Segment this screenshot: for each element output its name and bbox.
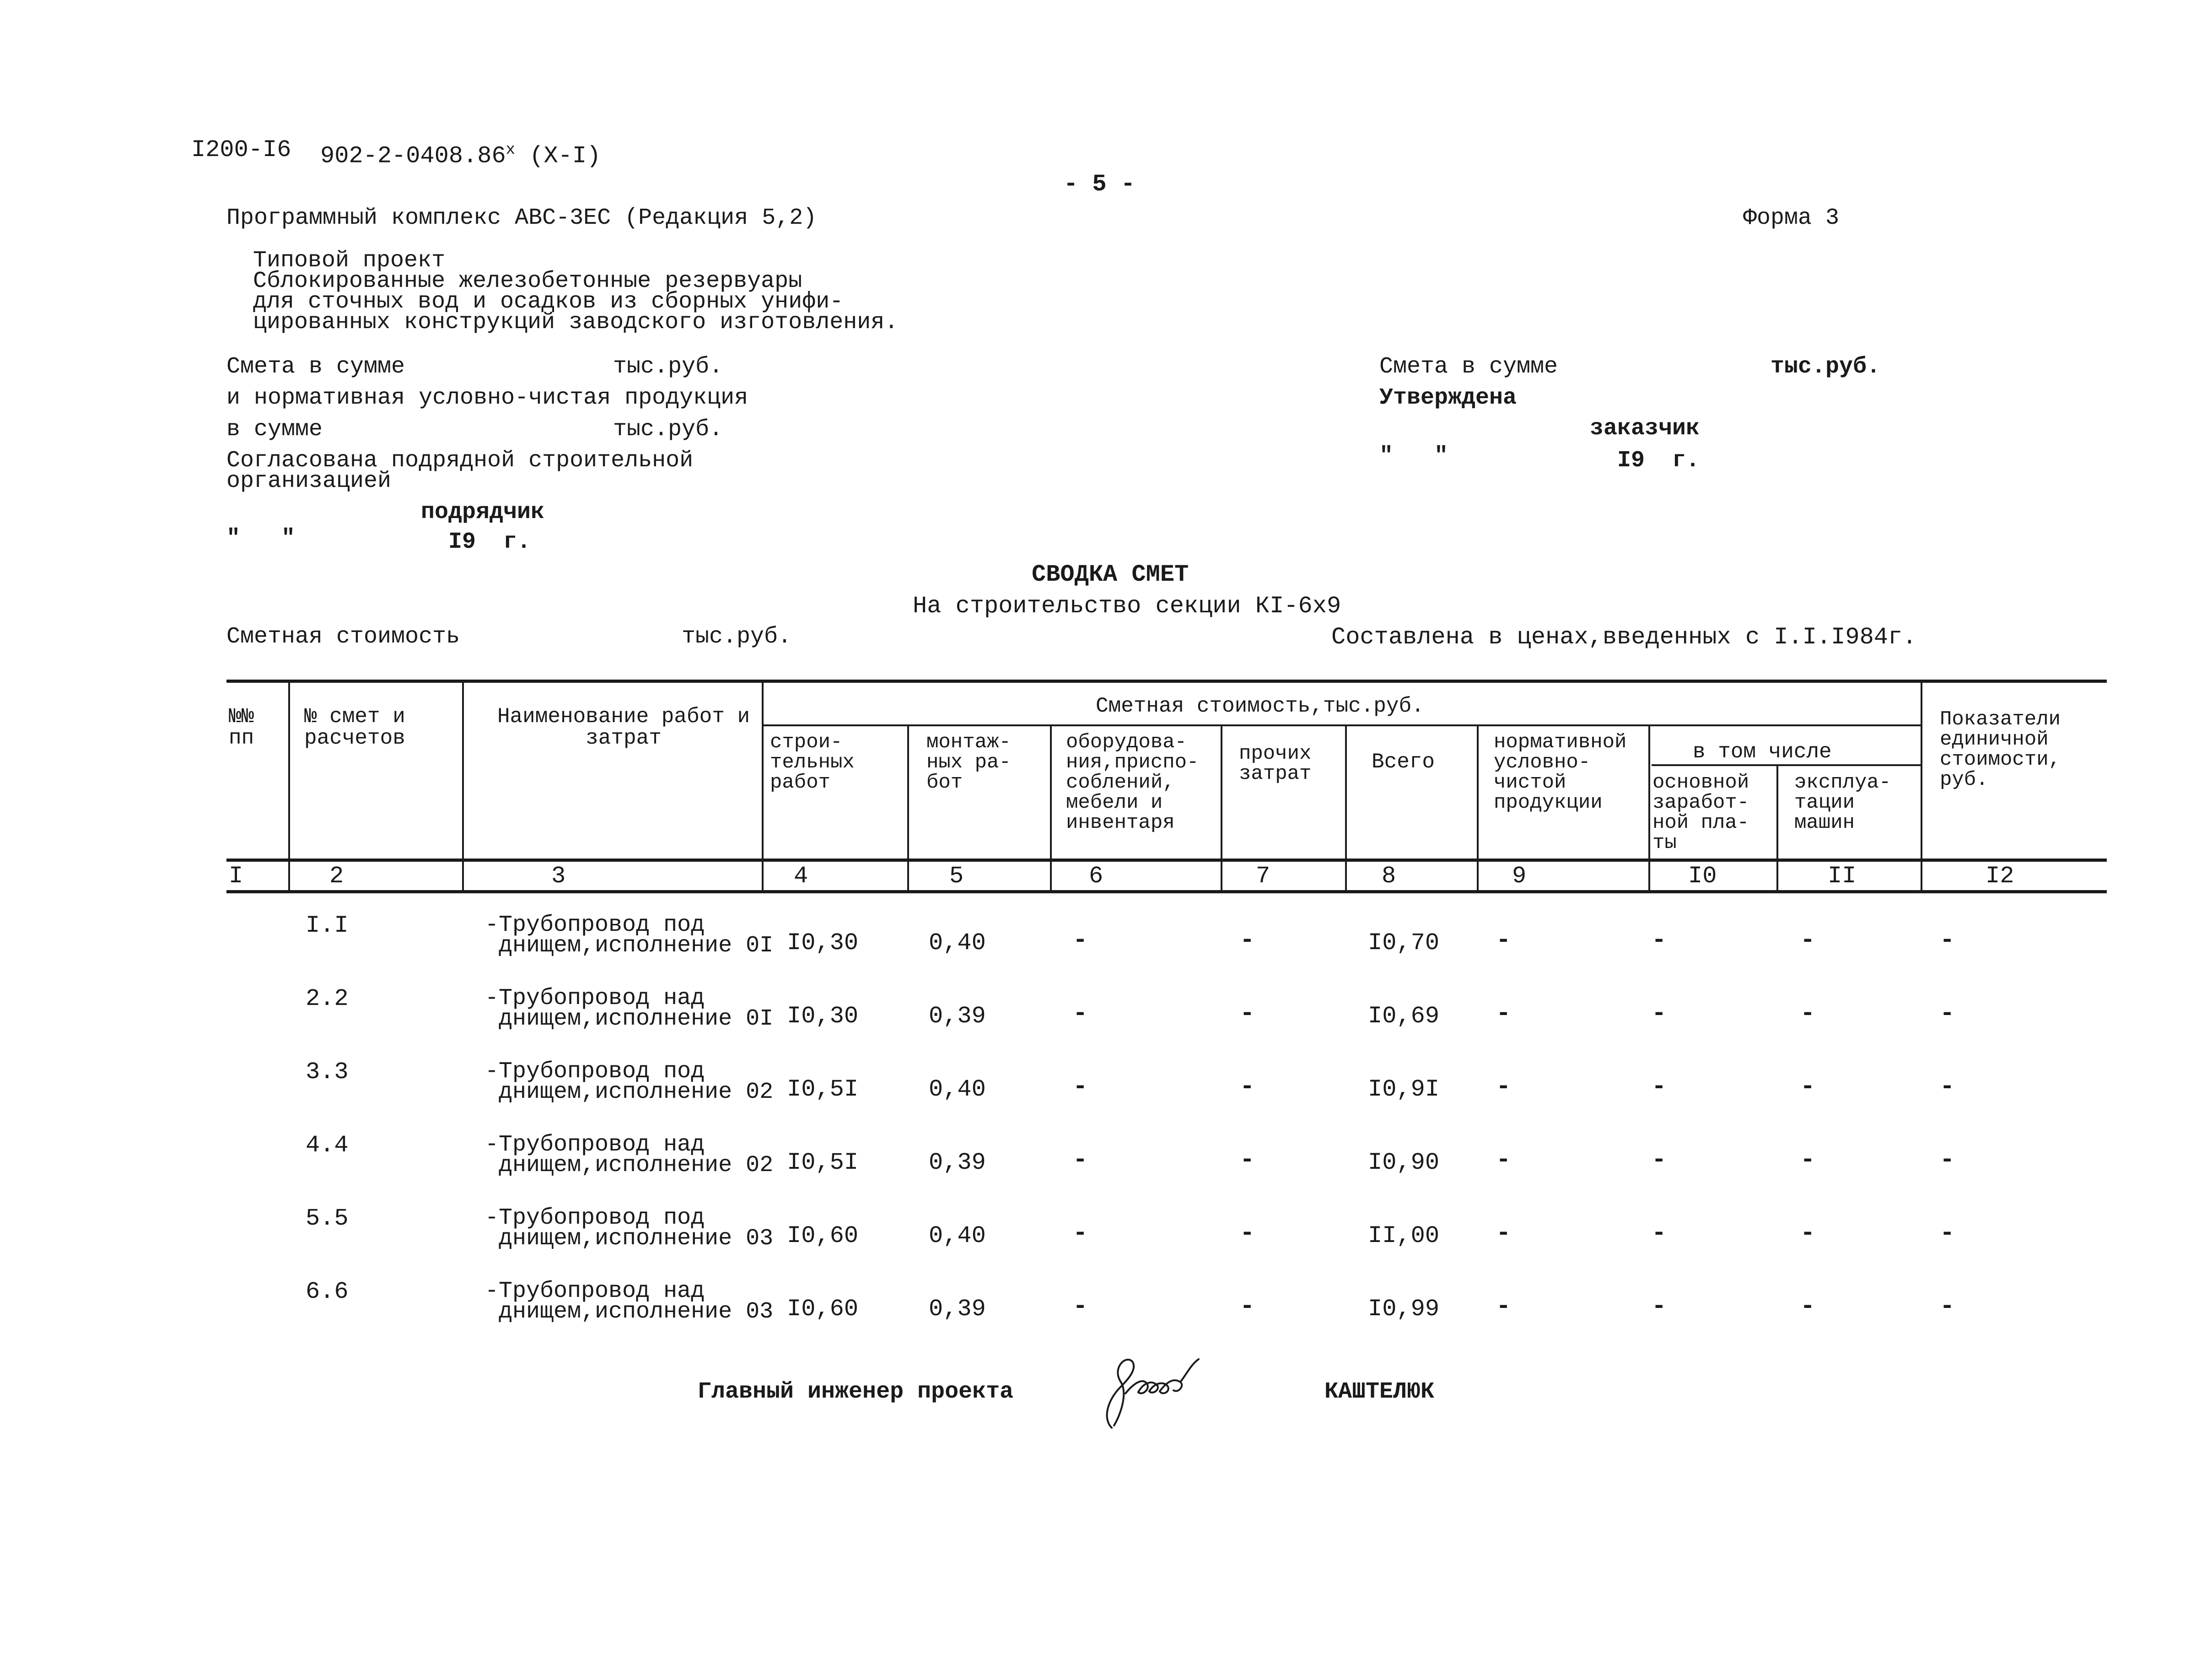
header-estimate-number: № смет и расчетов (304, 705, 405, 750)
row-cell-c12: - (1940, 1220, 1955, 1248)
row-cell-c8: I0,99 (1368, 1296, 1440, 1323)
row-estimate-number: I.I (306, 912, 349, 939)
row-work-name-line-1: -Трубопровод под (485, 1205, 705, 1231)
row-work-name-line-2: днищем,исполнение 02 (499, 1079, 774, 1105)
row-cell-c5: 0,40 (929, 1076, 986, 1103)
row-work-name-line-2: днищем,исполнение 03 (499, 1299, 774, 1325)
project-line-2: Сблокированные железобетонные резервуары (253, 268, 802, 294)
row-cell-c10: - (1652, 1000, 1667, 1028)
right-estimate-sum-label: Смета в сумме (1379, 354, 1558, 380)
column-number-4: 4 (794, 863, 808, 890)
page-number: - 5 - (1064, 171, 1136, 198)
header-unit-indicators: Показатели единичной стоимости, руб. (1940, 708, 2061, 791)
column-number-8: 8 (1382, 863, 1396, 890)
row-cell-c12: - (1940, 1293, 1955, 1321)
col-divider-9 (1648, 725, 1650, 890)
row-estimate-number: 4.4 (306, 1132, 349, 1159)
row-cell-c4: I0,5I (787, 1076, 859, 1103)
row-cell-c7: - (1240, 1000, 1255, 1028)
table-top-rule (226, 680, 2107, 683)
column-number-9: 9 (1512, 863, 1527, 890)
form-label: Форма 3 (1743, 205, 1840, 231)
row-work-name-line-1: -Трубопровод над (485, 985, 705, 1011)
col-divider-8 (1477, 725, 1479, 890)
row-cell-c6: - (1073, 927, 1088, 955)
row-cell-c8: I0,70 (1368, 929, 1440, 956)
column-number-11: II (1828, 863, 1857, 890)
row-cell-c9: - (1496, 1293, 1511, 1321)
group-header-rule (763, 724, 1921, 726)
series-number (320, 137, 601, 169)
row-cell-c5: 0,40 (929, 929, 986, 956)
row-cell-c6: - (1073, 1073, 1088, 1101)
row-cell-c7: - (1240, 1293, 1255, 1321)
row-work-name-line-2: днищем,исполнение 02 (499, 1152, 774, 1178)
column-number-7: 7 (1256, 863, 1270, 890)
header-wages: основной заработ- ной пла- ты (1652, 771, 1749, 854)
row-cell-c7: - (1240, 1073, 1255, 1101)
row-cell-c12: - (1940, 1073, 1955, 1101)
row-cell-c9: - (1496, 1073, 1511, 1101)
col-divider-4 (907, 725, 909, 890)
agreed-line-2: организацией (226, 468, 392, 494)
header-work-name: Наименование работ и затрат (497, 705, 750, 750)
project-line-3: для сточных вод и осадков из сборных унифи- (253, 289, 844, 315)
row-cell-c5: 0,40 (929, 1222, 986, 1249)
in-sum-unit: тыс.руб. (613, 416, 723, 443)
row-cell-c9: - (1496, 1220, 1511, 1248)
row-cell-c4: I0,60 (787, 1222, 859, 1249)
row-work-name-line-1: -Трубопровод под (485, 912, 705, 938)
row-work-name-line-2: днищем,исполнение 03 (499, 1226, 774, 1252)
row-cell-c7: - (1240, 927, 1255, 955)
project-line-4: цированных конструкций заводского изготовления. (253, 309, 899, 335)
column-number-1: I (229, 863, 243, 890)
series-suffix: (X-I) (529, 142, 601, 170)
row-cell-c4: I0,5I (787, 1149, 859, 1176)
cost-unit: тыс.руб. (682, 624, 792, 650)
header-normative: нормативной условно- чистой продукции (1494, 731, 1627, 814)
row-work-name-line-2: днищем,исполнение 0I (499, 1006, 774, 1032)
cost-label: Сметная стоимость (226, 624, 460, 650)
signature (1093, 1350, 1212, 1437)
chief-engineer-label: Главный инженер проекта (698, 1379, 1014, 1405)
row-cell-c6: - (1073, 1293, 1088, 1321)
row-cell-c11: - (1800, 927, 1815, 955)
estimate-sum-unit: тыс.руб. (613, 354, 723, 380)
row-cell-c7: - (1240, 1220, 1255, 1248)
row-cell-c10: - (1652, 927, 1667, 955)
row-cell-c9: - (1496, 1146, 1511, 1174)
customer-label: заказчик (1590, 416, 1700, 442)
customer-year: I9 г. (1617, 448, 1700, 474)
column-number-12: I2 (1986, 863, 2014, 890)
column-number-3: 3 (551, 863, 566, 890)
col-divider-10 (1776, 765, 1778, 890)
header-construction: строи- тельных работ (770, 731, 855, 794)
in-sum-label: в сумме (226, 416, 323, 443)
column-number-2: 2 (329, 863, 344, 890)
header-installation: монтаж- ных ра- бот (926, 731, 1011, 794)
col-divider-3 (762, 680, 764, 890)
row-cell-c12: - (1940, 927, 1955, 955)
row-cell-c6: - (1073, 1220, 1088, 1248)
agreed-line-1: Согласована подрядной строительной (226, 448, 694, 474)
program-name: Программный комплекс АВС-3ЕС (Редакция 5,2) (226, 205, 817, 231)
header-other: прочих затрат (1239, 742, 1312, 785)
row-work-name-line-1: -Трубопровод над (485, 1132, 705, 1158)
col-divider-11 (1921, 680, 1922, 890)
column-number-5: 5 (949, 863, 964, 890)
col-divider-6 (1221, 725, 1222, 890)
row-cell-c10: - (1652, 1293, 1667, 1321)
row-cell-c12: - (1940, 1146, 1955, 1174)
header-total: Всего (1372, 750, 1435, 774)
col-divider-5 (1050, 725, 1052, 890)
row-cell-c11: - (1800, 1073, 1815, 1101)
row-estimate-number: 5.5 (306, 1205, 349, 1232)
row-cell-c4: I0,30 (787, 1003, 859, 1030)
row-cell-c12: - (1940, 1000, 1955, 1028)
right-estimate-sum-unit: тыс.руб. (1771, 354, 1881, 380)
row-cell-c4: I0,30 (787, 929, 859, 956)
row-work-name-line-1: -Трубопровод над (485, 1278, 705, 1304)
row-cell-c11: - (1800, 1000, 1815, 1028)
contractor-quotes: " " (226, 525, 296, 551)
column-number-6: 6 (1089, 863, 1103, 890)
header-row-number: №№ пп (229, 705, 254, 750)
row-cell-c11: - (1800, 1146, 1815, 1174)
row-cell-c10: - (1652, 1073, 1667, 1101)
estimate-sum-label: Смета в сумме (226, 354, 405, 380)
row-cell-c4: I0,60 (787, 1296, 859, 1323)
header-bottom-rule (226, 859, 2107, 862)
document-title: СВОДКА СМЕТ (1032, 561, 1189, 588)
numbers-bottom-rule (226, 890, 2107, 893)
approved-label: Утверждена (1379, 385, 1517, 411)
series-superscript: x (506, 141, 516, 159)
row-work-name-line-2: днищем,исполнение 0I (499, 933, 774, 959)
project-line-1: Типовой проект (253, 248, 446, 274)
row-cell-c5: 0,39 (929, 1149, 986, 1176)
row-cell-c10: - (1652, 1220, 1667, 1248)
row-cell-c9: - (1496, 1000, 1511, 1028)
row-cell-c6: - (1073, 1000, 1088, 1028)
row-cell-c6: - (1073, 1146, 1088, 1174)
header-including: в том числе (1693, 740, 1832, 764)
col-divider-2 (462, 680, 464, 890)
row-estimate-number: 6.6 (306, 1278, 349, 1305)
row-cell-c10: - (1652, 1146, 1667, 1174)
row-cell-c11: - (1800, 1293, 1815, 1321)
row-cell-c7: - (1240, 1146, 1255, 1174)
header-cost-group: Сметная стоимость,тыс.руб. (1096, 694, 1424, 718)
row-work-name-line-1: -Трубопровод под (485, 1059, 705, 1085)
header-machines: эксплуа- тации машин (1794, 771, 1891, 834)
document-code: I200-I6 (191, 136, 291, 163)
subgroup-header-rule (1652, 764, 1921, 766)
chief-engineer-name: КАШТЕЛЮК (1324, 1379, 1435, 1405)
header-equipment: оборудова- ния,приспо- соблений, мебели и инвентаря (1066, 731, 1199, 834)
series-number-main: 902-2-0408.86 (320, 142, 506, 170)
row-cell-c8: I0,69 (1368, 1003, 1440, 1030)
row-cell-c5: 0,39 (929, 1003, 986, 1030)
row-cell-c11: - (1800, 1220, 1815, 1248)
col-divider-7 (1345, 725, 1347, 890)
row-cell-c8: II,00 (1368, 1222, 1440, 1249)
prices-note: Составлена в ценах,введенных с I.I.I984г. (1331, 624, 1917, 651)
customer-quotes: " " (1379, 443, 1448, 469)
row-cell-c9: - (1496, 927, 1511, 955)
col-divider-1 (288, 680, 290, 890)
column-number-10: I0 (1688, 863, 1717, 890)
contractor-label: подрядчик (421, 499, 545, 525)
row-cell-c8: I0,9I (1368, 1076, 1440, 1103)
row-estimate-number: 2.2 (306, 985, 349, 1012)
row-cell-c8: I0,90 (1368, 1149, 1440, 1176)
contractor-year: I9 г. (448, 529, 531, 555)
row-cell-c5: 0,39 (929, 1296, 986, 1323)
row-estimate-number: 3.3 (306, 1059, 349, 1086)
document-subtitle: На строительство секции КI-6х9 (913, 593, 1341, 620)
normative-product-label: и нормативная условно-чистая продукция (226, 385, 748, 411)
